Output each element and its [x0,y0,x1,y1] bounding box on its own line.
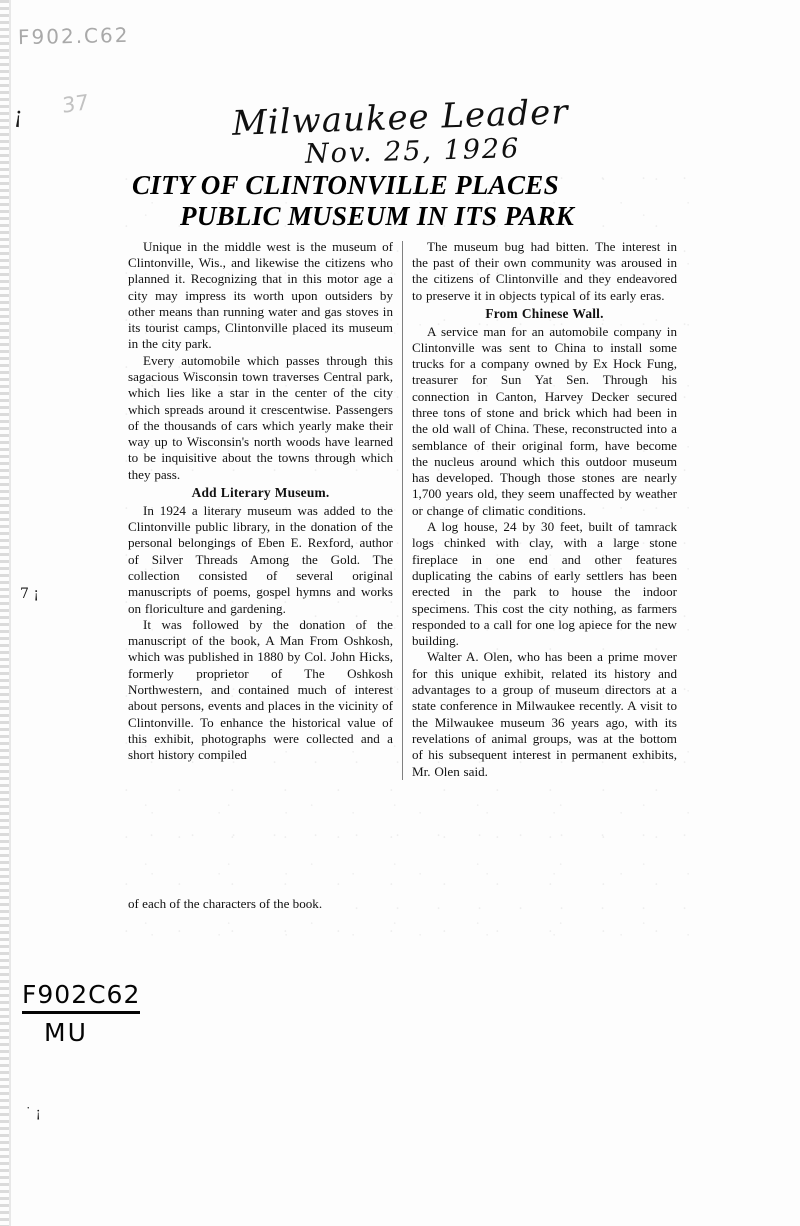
scan-edge-artifact [0,0,9,1226]
article-columns [128,239,684,780]
bottom-call-number [22,980,140,1047]
article-paragraph: In 1924 a literary museum was added to the Clintonville public library, in the donation of the personal belongings of Eben E. Rexford, author of Silver Threads Among the Gold. The collection consisted of several original manuscripts of poems, gospel hymns and works on floriculture and gardening. [128,502,393,616]
article-headline [128,170,684,233]
article-paragraph: A log house, 24 by 30 feet, built of tamrack logs chinked with clay, with a large stone fireplace in one end and other features duplicating the cabins of early settlers has been erected in the park to house the indoor specimens. This cost the city nothing, as farmers responded to a call for one log apiece for the new building. [412,519,677,649]
article-column-left [128,239,402,780]
ink-mark-left-middle: 7 ¡ [20,586,39,602]
article-left-column-tail [128,896,408,912]
call-number-classification: F902C62 [22,980,140,1014]
article-paragraph: The museum bug had bitten. The interest in the past of their own community was aroused in the citizens of Clintonville and they endeavored to preserve it in objects typical of its early eras. [412,238,677,303]
handwritten-date: Nov. 25, 1926 [304,133,521,170]
column-divider-rule [402,241,403,780]
article-subhead: From Chinese Wall. [485,305,604,321]
article-column-right [409,239,677,780]
article-paragraph: Every automobile which passes through this sagacious Wisconsin town traverses Central park, which lies like a star in the center of the city which spreads around it crescentwise. Passengers of the thousands of cars which yearly make their way up to Wisconsin's north woods have learned to be inquisitive about the towns through which they pass. [128,352,393,482]
article-paragraph: Unique in the middle west is the museum of Clintonville, Wis., and likewise the citizens who planned it. Recognizing that in this motor age a city may impress its worth upon outsiders by other means than running water and gas stoves in its tourist camps, Clintonville placed its museum in the city park. [128,238,393,352]
headline-line-1: CITY OF CLINTONVILLE PLACES [132,170,559,200]
pencil-call-number-annotation: F902.C62 [17,22,130,50]
handwritten-paper-name: Milwaukee Leader [231,92,570,144]
newspaper-clipping [128,170,684,780]
scan-edge-line [9,0,11,1226]
pencil-number-annotation: 37 [61,90,90,118]
ink-mark-left-top: ¡ [12,103,25,130]
tail-paragraph: of each of the characters of the book. [128,896,323,911]
ink-mark-left-bottom: ˙ ¡ [25,1106,41,1121]
call-number-location: MU [44,1018,88,1047]
article-paragraph: It was followed by the donation of the manuscript of the book, A Man From Oshkosh, which was published in 1880 by Col. John Hicks, formerly proprietor of The Oshkosh Northwestern, and contained much of interest about persons, events and places in the vicinity of Clintonville. To enhance the historical value of this exhibit, photographs were collected and a short history compiled [128,616,393,763]
article-subhead: Add Literary Museum. [191,485,330,501]
headline-line-2: PUBLIC MUSEUM IN ITS PARK [180,201,575,232]
article-paragraph: A service man for an automobile company in Clintonville was sent to China to install some trucks for a company owned by Ex Hock Fung, treasurer for Sun Yat Sen. Through his connection in Canton, Harvey Decker secured three tons of stone and brick which had been in the old wall of China. These, reconstructed into a semblance of their original form, have become the nucleus around which this outdoor museum has developed. Though those stones are nearly 1,700 years old, they seem unaffected by weather or change of climatic conditions. [412,323,677,518]
article-paragraph: Walter A. Olen, who has been a prime mover for this unique exhibit, related its history and advantages to a group of museum directors at a state conference in Milwaukee recently. A visit to the Milwaukee museum 36 years ago, with its revelations of animal groups, was at the bottom of his subsequent interest in permanent exhibits, Mr. Olen said. [412,649,677,779]
